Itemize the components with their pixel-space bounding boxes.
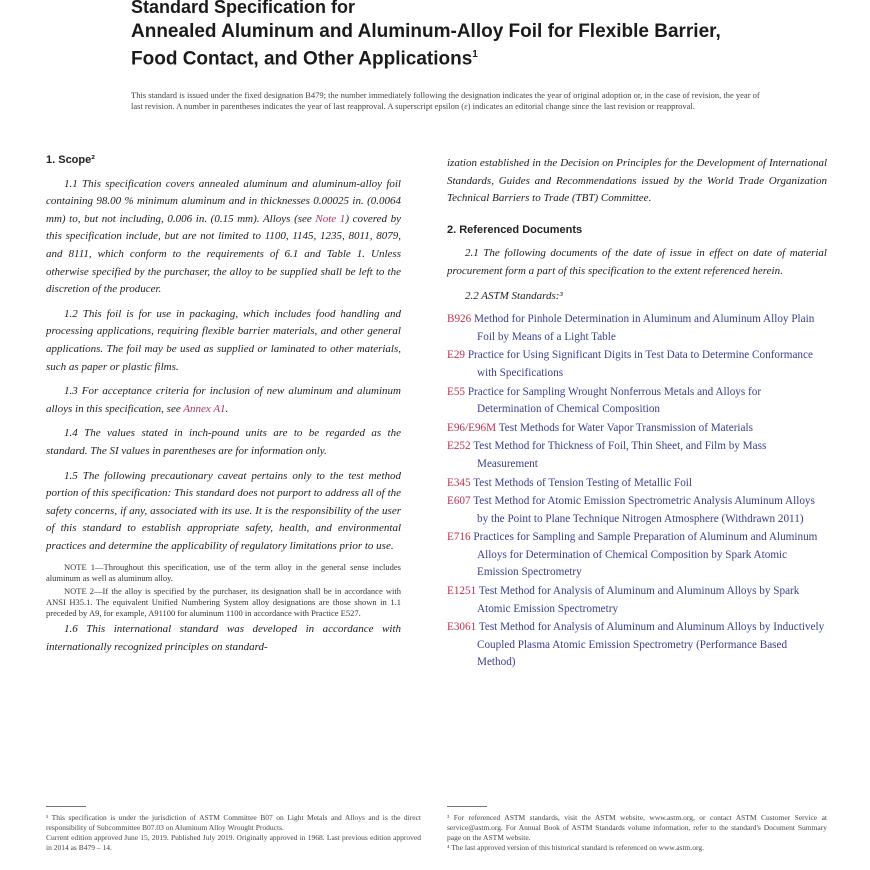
note-2: NOTE 2—If the alloy is specified by the purchaser, its designation shall be in accordance with ANSI H35.1. The equivalent Unified Numbering System alloy designations are those shown in 1.1 preceded by A9, for example, A91100 for aluminum 1100 in accordance with Practice E527.	[46, 586, 401, 619]
scope-heading: 1. Scope²	[46, 154, 95, 166]
reference-code[interactable]: E252	[447, 440, 471, 453]
document-title	[131, 20, 751, 70]
para-1-3	[46, 383, 401, 418]
reference-title[interactable]: Test Methods for Water Vapor Transmission of Materials	[496, 421, 753, 434]
footnote-rule-left	[46, 806, 86, 807]
reference-item[interactable]	[447, 384, 827, 419]
para-1-5-caveat: This standard does not purport to address all of the safety concerns, if any, associated with its use. It is the responsibility of the user of this standard to establish appropriate safety, health, and environmental practices and determine the applicability of regulatory limitations prior to use.	[46, 487, 402, 552]
reference-list	[447, 311, 827, 672]
reference-title[interactable]: Test Methods of Tension Testing of Metallic Foil	[470, 476, 693, 489]
reference-title[interactable]: Method for Pinhole Determination in Aluminum and Aluminum Alloy Plain Foil by Means of a Light Table	[471, 313, 815, 343]
para-1-5	[46, 468, 401, 556]
para-1-3-text-b: .	[225, 402, 229, 415]
reference-item[interactable]	[447, 311, 827, 346]
reference-title[interactable]: Test Method for Analysis of Aluminum and Aluminum Alloys by Inductively Coupled Plasma Atomic Emission Spectrometry (Performance Based Method)	[476, 621, 825, 669]
footnote-1-edition: Current edition approved June 15, 2019. Published July 2019. Originally approved in 1968. Last previous edition approved in 2014 as B479 – 14.	[46, 833, 421, 852]
reference-code[interactable]: E1251	[447, 585, 477, 598]
footnote-rule-right	[447, 806, 487, 807]
title-text: Annealed Aluminum and Aluminum-Alloy Foil for Flexible Barrier, Food Contact, and Other Applications	[131, 21, 721, 70]
reference-code[interactable]: E716	[447, 531, 471, 544]
footnote-1: ¹ This specification is under the jurisdiction of ASTM Committee B07 on Light Metals and Alloys and is the direct responsibility of Subcommittee B07.03 on Aluminum Alloy Wrought Products.	[46, 813, 421, 832]
reference-title[interactable]: Practice for Using Significant Digits in Test Data to Determine Conformance with Specifications	[465, 349, 813, 379]
title-footnote-mark: 1	[472, 49, 478, 60]
reference-code[interactable]: E29	[447, 349, 466, 362]
reference-item[interactable]	[447, 420, 827, 438]
reference-item[interactable]	[447, 475, 827, 493]
reference-code[interactable]: E607	[447, 495, 471, 508]
para-1-6-continued: ization established in the Decision on Principles for the Development of International Standards, Guides and Recommendations issued by the World Trade Organization Technical Barriers to Trade (TBT) Committee.	[447, 157, 827, 205]
reference-code[interactable]: B926	[447, 313, 472, 326]
reference-title[interactable]: Test Method for Analysis of Aluminum and Aluminum Alloys by Spark Atomic Emission Spectrometry	[476, 585, 800, 615]
reference-title[interactable]: Test Method for Atomic Emission Spectrometric Analysis Aluminum Alloys by the Point to Plane Technique Nitrogen Atmosphere (Withdrawn 2011)	[470, 495, 815, 525]
note-1: NOTE 1—Throughout this specification, use of the term alloy in the general sense includes aluminum as well as aluminum alloy.	[46, 562, 401, 584]
para-1-2: 1.2 This foil is for use in packaging, which includes food handling and processing applications, requiring flexible barrier materials, and other general applications. The foil may be used as supplied or laminated to other materials, such as paper or plastic films.	[46, 307, 401, 373]
note-1-link[interactable]: Note 1	[315, 212, 346, 225]
para-1-1-text-a: 1.1 This specification covers annealed aluminum and aluminum-alloy foil containing 98.00 % minimum aluminum and in thicknesses 0.00025 in. (0.0064 mm) to, but not including, 0.006 in. (0.15 mm). Alloys (see	[46, 177, 401, 225]
para-1-4: 1.4 The values stated in inch-pound units are to be regarded as the standard. The SI values in parentheses are for information only.	[46, 427, 401, 457]
issue-notice: This standard is issued under the fixed designation B479; the number immediately following the designation indicates the year of original adoption or, in the case of revision, the year of last revision. A number in parentheses indicates the year of last reapproval. A superscript epsilon (ε) indicates an editorial change since the last revision or reapproval.	[131, 90, 760, 111]
referenced-documents-heading: 2. Referenced Documents	[447, 223, 583, 236]
reference-title[interactable]: Test Method for Thickness of Foil, Thin Sheet, and Film by Mass Measurement	[470, 440, 767, 470]
para-1-5-text-a: 1.5 The following precautionary caveat pertains only to the test method portion of this specification:	[46, 469, 401, 500]
annex-a1-link[interactable]: Annex A1	[183, 402, 226, 415]
para-1-1	[46, 176, 401, 299]
left-column	[46, 150, 401, 664]
reference-item[interactable]	[447, 347, 827, 382]
footnote-4: ⁴ The last approved version of this historical standard is referenced on www.astm.org.	[447, 843, 704, 852]
para-2-1: 2.1 The following documents of the date of issue in effect on date of material procurement form a part of this specification to the extent referenced herein.	[447, 247, 827, 277]
reference-item[interactable]	[447, 619, 827, 672]
spec-line: Standard Specification for	[131, 0, 356, 17]
reference-item[interactable]	[447, 493, 827, 528]
reference-item[interactable]	[447, 583, 827, 618]
reference-title[interactable]: Practices for Sampling and Sample Preparation of Aluminum and Aluminum Alloys for Determination of Chemical Composition by Spark Atomic Emission Spectrometry	[470, 531, 818, 579]
footnote-left	[46, 813, 421, 853]
footnote-right	[447, 813, 827, 853]
reference-item[interactable]	[447, 438, 827, 473]
reference-title[interactable]: Practice for Sampling Wrought Nonferrous Metals and Alloys for Determination of Chemical Composition	[465, 385, 762, 416]
reference-code[interactable]: E3061	[447, 621, 477, 634]
para-1-3-text-a: 1.3 For acceptance criteria for inclusion of new aluminum and aluminum alloys in this specification, see	[46, 385, 401, 415]
astm-standards-label: 2.2 ASTM Standards:³	[465, 289, 563, 302]
right-column	[447, 155, 827, 673]
reference-code[interactable]: E96/E96M	[447, 421, 497, 434]
reference-item[interactable]	[447, 529, 827, 582]
footnote-3: ³ For referenced ASTM standards, visit the ASTM website, www.astm.org, or contact ASTM Customer Service at service@astm.org. For Annual Book of ASTM Standards volume information, refer to the standard's Document Summary page on the ASTM website.	[447, 813, 827, 842]
reference-code[interactable]: E345	[447, 476, 471, 489]
reference-code[interactable]: E55	[447, 385, 466, 398]
para-1-1-text-b: ) covered by this specification include, but are not limited to 1100, 1145, 1235, 8011, 8079, and 8111, which conform to the requirements of 6.1 and Table 1. Unless otherwise specified by the purchaser, the alloy to be supplied shall be left to the discretion of the producer.	[46, 212, 402, 296]
para-1-6: 1.6 This international standard was developed in accordance with internationally recognized principles on standard-	[46, 623, 401, 654]
